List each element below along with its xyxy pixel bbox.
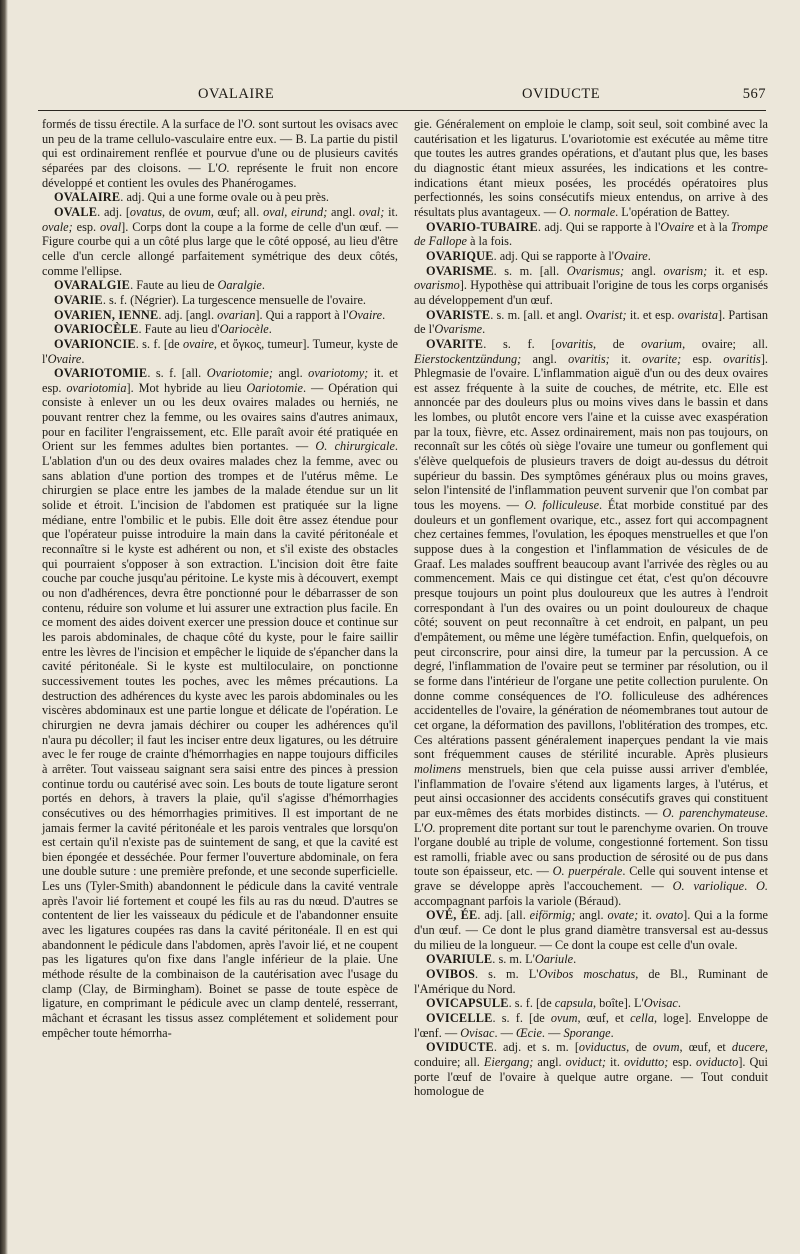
italic-term: oviducto: [695, 1055, 739, 1069]
entry-text: . s. m. L': [492, 952, 535, 967]
entry-headword: OVARIULE: [426, 952, 493, 967]
entry-text: angl.: [624, 263, 664, 278]
entry-text: . —: [541, 1025, 564, 1040]
entry-text: . adj. Qui se rapporte à l': [493, 248, 615, 263]
entry-text: esp.: [72, 219, 100, 234]
italic-term: ovato: [655, 908, 684, 923]
entry-text: angl.: [533, 1055, 566, 1069]
italic-term: oval, eirund;: [263, 204, 328, 219]
entry-text: , œuf, et: [679, 1040, 732, 1055]
entry-text: folliculeuse des adhérences accidentelles de l'ovaire, la génération de néomembranes tout autour de cet organe, la déformation des pavillons, l'oblitération des trompes, etc. Ces altérations passent généralement inaperçues pendant la vie mais sont fréquemment causes de stérilité incurable. Après plusieurs: [414, 688, 768, 762]
entry-text: angl.: [521, 351, 569, 366]
entry-text: menstruels, bien que cela puisse aussi arriver d'emblée, l'inflammation de l'ovaire s'étend aux ligaments larges, à l'utérus, et peut ainsi occasionner des accidents consécutifs graves qui constituent par eux-mêmes des états morbides distincts. —: [414, 761, 768, 820]
entry-text: . adj. Qui se rapporte à l': [537, 219, 661, 234]
entry-text: . s. m. [all.: [493, 263, 567, 278]
italic-term: Ovaire: [348, 307, 383, 322]
entry-text: , boîte]. L': [593, 996, 644, 1011]
entry-text: angl.: [575, 908, 608, 923]
entry-headword: OVARALGIE: [54, 278, 131, 293]
entry-text: . Celle qui souvent intense et grave se développe après l'accouchement. —: [414, 864, 768, 894]
italic-term: Ovarisme: [434, 322, 483, 337]
dictionary-entry-ovarique: [414, 249, 768, 264]
italic-term: oviduct;: [565, 1055, 606, 1069]
italic-term: ovarium: [641, 336, 683, 351]
dictionary-entry-ovarule: [414, 952, 768, 967]
entry-text: , de Bl., Ruminant de l'Amérique du Nord.: [414, 967, 768, 996]
entry-headword: OVARIQUE: [426, 248, 494, 263]
entry-text: représente le fruit non encore développé et contient les ovules des Phanérogames.: [42, 160, 398, 190]
entry-text: . État morbide constitué par des douleurs et un gonflement ovarique, etc., assez fort qui accompagnent chez certaines femmes, l'ovulation, les époques menstruelles et que l'on suppose dues à la congestion et l'inflammation de vésicules de de Graaf. Les malades souffrent beaucoup avant l'arrivée des règles ou au commencement. Mais ce qui distingue cet état, c'est qu'on découvre presque toujours un point plus douloureux que les autres à l'endroit correspondant à l'un des ovaires ou un point douloureux de chaque côté; souvent on peut reconnaître à cet endroit, en palpant, un peu d'empâtement, ou même une légère tuméfaction. Enfin, quelquefois, on peut circonscrire, pour ainsi dire, la tumeur par la percussion. A ce degré, l'inflammation de l'ovaire peut se terminer par résolution, ou il se forme dans l'intérieur de l'organe une petite collection purulente. On donne comme conséquences de l': [414, 498, 768, 703]
entry-text: esp.: [681, 351, 724, 366]
italic-term: Eierstockentzündung;: [414, 351, 522, 366]
entry-text: . Faute au lieu d': [138, 322, 220, 337]
italic-term: molimens: [414, 761, 462, 776]
entry-text: , œuf, et: [577, 1011, 631, 1026]
italic-term: ovarismo: [414, 278, 460, 293]
entry-text: , de: [593, 336, 642, 351]
dictionary-entry-cont2: [414, 117, 768, 220]
italic-term: O. variolique: [672, 879, 745, 894]
italic-term: ovaire: [182, 336, 214, 351]
entry-text: . L'opération de Battey.: [615, 204, 730, 219]
italic-term: ovale;: [42, 219, 73, 234]
entry-headword: OVARIOCÈLE: [54, 322, 139, 337]
left-column: [42, 117, 398, 1040]
entry-text: .: [268, 322, 272, 337]
header-rule: [38, 110, 766, 111]
italic-term: ovum: [184, 204, 211, 219]
entry-text: .: [382, 307, 386, 322]
italic-term: Oariotomie: [246, 380, 304, 395]
entry-text: . s. f. (Négrier). La turgescence mensuelle de l'ovaire.: [102, 292, 366, 307]
running-header: [198, 86, 766, 106]
italic-term: Ovaire: [614, 248, 648, 263]
italic-term: ovum: [652, 1040, 680, 1055]
entry-text: . — Opération qui consiste à enlever un ou les deux ovaires malades ou herniés, ne pouvant rentrer chez la femme, ou les ovaires sains d'autres animaux, pour en faciliter l'engraissement, etc. Elle paraît avoir été pratiquée en Orient sur les femmes adultes bien portantes. —: [42, 380, 398, 454]
dictionary-entry-ovarisme: [414, 264, 768, 308]
dictionary-entry-ovariotomie: [42, 366, 398, 1040]
italic-term: oviductus: [578, 1040, 627, 1055]
entry-text: ]. Qui a la forme d'un œuf. — Ce dont le plus grand diamètre transversal est au-dessus du milieu de la longueur. — Ce dont la coupe est celle d'un ovale.: [414, 908, 768, 952]
entry-text: ]. Partisan de l': [414, 307, 768, 337]
dictionary-entry-ovale: [42, 205, 398, 278]
entry-text: .: [81, 351, 85, 366]
italic-term: Ovaire: [660, 219, 694, 234]
italic-term: capsula: [554, 996, 594, 1011]
dictionary-entry-ovalgie: [42, 278, 398, 293]
entry-headword: OVALAIRE: [54, 190, 121, 205]
entry-text: , de: [626, 1040, 653, 1055]
italic-term: oval: [99, 219, 122, 234]
italic-term: ducere: [731, 1040, 765, 1055]
entry-text: ]. Phlegmasie de l'ovaire. L'inflammation aiguë d'un ou des deux ovaires est assez fréquente à la suite de couches, de métrite, etc. Elle est annoncée par des douleurs plus ou moins vives dans le bassin et dans les lombes, ou plutôt encore vers l'aine et la cuisse avec exaspération par la toux, fièvre, etc. Assez ordinairement, mais non pas toujours, on reconnaît sur les côtés où siège l'ovaire une tumeur ou gonflement qui s'élève quelquefois de plusieurs travers de doigt au-dessus du détroit supérieur du bassin. Des symptômes généraux plus ou moins graves, selon l'intensité de l'inflammation peuvent survenir que l'on combat par tous les moyens. —: [414, 351, 768, 513]
dictionary-entry-ovariocele: [42, 322, 398, 337]
entry-text: .: [647, 248, 651, 263]
italic-term: O. puerpérale: [552, 864, 623, 879]
dictionary-entry-ovariste: [414, 308, 768, 337]
italic-term: O.: [756, 879, 768, 894]
entry-headword: OVÉ, ÉE: [426, 908, 478, 923]
entry-text: it. et esp.: [626, 307, 678, 322]
italic-term: ovaritis;: [568, 351, 610, 366]
italic-term: O. folliculeuse: [524, 498, 600, 513]
italic-term: ovaritis: [555, 336, 594, 351]
dictionary-entry-oviducte: [414, 1040, 768, 1099]
entry-text: . adj. [all.: [477, 908, 530, 923]
entry-text: it. et esp.: [707, 263, 768, 278]
entry-text: angl.: [273, 366, 309, 381]
entry-text: à la fois.: [466, 234, 513, 249]
entry-text: .: [610, 1025, 614, 1040]
entry-text: esp.: [668, 1055, 696, 1069]
entry-headword: OVIDUCTE: [426, 1040, 494, 1055]
entry-text: ]. Qui porte l'œuf de l'ovaire à quelque autre organe. — Tout conduit homologue de: [414, 1055, 768, 1099]
left-running-headword: OVALAIRE: [198, 86, 275, 102]
italic-term: ovariotomia: [66, 380, 127, 395]
italic-term: Œcie: [515, 1025, 542, 1040]
italic-term: Oariule: [534, 952, 574, 967]
entry-headword: OVIBOS: [426, 967, 476, 982]
italic-term: ovidutto;: [623, 1055, 669, 1069]
entry-text: it.: [384, 204, 398, 219]
italic-term: ovaritis: [723, 351, 761, 366]
entry-text: ]. Corps dont la coupe a la forme de celle d'un œuf. — Figure courbe qui a un côté plus large que le côté opposé, au lieu d'être celle d'un cercle allongé parfaitement symétrique des deux côtés, comme l'ellipse.: [42, 219, 398, 278]
entry-text: . s. f. [: [483, 336, 556, 351]
italic-term: O.: [423, 820, 436, 835]
entry-text: . Faute au lieu de: [130, 278, 218, 293]
italic-term: O.: [217, 160, 230, 175]
entry-text: . L': [414, 805, 768, 835]
italic-term: O. chirurgicale: [315, 439, 395, 454]
entry-headword: OVARIOTOMIE: [54, 366, 148, 381]
italic-term: ovatus: [129, 204, 163, 219]
entry-text: .: [744, 879, 757, 894]
entry-text: ]. Mot hybride au lieu: [126, 380, 247, 395]
entry-headword: OVICAPSULE: [426, 996, 509, 1011]
binding-edge: [0, 0, 8, 1254]
italic-term: Ovarismus;: [566, 263, 625, 278]
entry-text: , œuf; all.: [210, 204, 264, 219]
italic-term: Ovaire: [47, 351, 82, 366]
right-running-headword: OVIDUCTE: [522, 86, 601, 102]
entry-text: . adj. et s. m. [: [493, 1040, 579, 1055]
dictionary-entry-ove: [414, 908, 768, 952]
entry-text: . s. m. [all. et angl.: [490, 307, 586, 322]
italic-term: Oariocèle: [219, 322, 269, 337]
entry-text: it.: [605, 1055, 624, 1069]
entry-text: . —: [494, 1025, 516, 1040]
italic-term: O. parenchymateuse: [662, 805, 765, 820]
italic-term: cella: [630, 1011, 654, 1026]
entry-text: it.: [609, 351, 643, 366]
dictionary-entry-ovibos: [414, 967, 768, 996]
italic-term: Sporange: [563, 1025, 611, 1040]
entry-headword: OVICELLE: [426, 1011, 493, 1026]
entry-text: it.: [638, 908, 656, 923]
entry-text: . adj. Qui a une forme ovale ou à peu près.: [120, 190, 329, 205]
entry-headword: OVALE: [54, 204, 98, 219]
italic-term: ovarism;: [663, 263, 708, 278]
italic-term: ovarite;: [642, 351, 682, 366]
italic-term: ovariotomy;: [308, 366, 369, 381]
dictionary-entry-ovarioncie: [42, 337, 398, 366]
entry-text: , conduire; all.: [414, 1040, 768, 1069]
right-column: [414, 117, 768, 1099]
entry-headword: OVARIONCIE: [54, 336, 136, 351]
italic-term: O.: [600, 688, 613, 703]
italic-term: Ovariotomie;: [206, 366, 273, 381]
italic-term: oval;: [359, 204, 385, 219]
italic-term: eiförmig;: [529, 908, 576, 923]
italic-term: ovum: [550, 1011, 578, 1026]
italic-term: Trompe de Fallope: [414, 219, 768, 249]
italic-term: O.: [243, 117, 256, 131]
dictionary-entry-ovariotubaire: [414, 220, 768, 249]
entry-text: formés de tissu érectile. A la surface de l': [42, 117, 244, 131]
italic-term: Ovibos moschatus: [538, 967, 636, 982]
entry-text: . s. f. [all.: [147, 366, 207, 381]
italic-term: Ovarist;: [585, 307, 627, 322]
entry-text: .: [573, 952, 577, 967]
italic-term: O. normale: [559, 204, 616, 219]
dictionary-entry-ovicapsule: [414, 996, 768, 1011]
italic-term: Ovisac: [643, 996, 678, 1011]
entry-text: . s. f. [de: [135, 336, 183, 351]
entry-headword: OVARISME: [426, 263, 494, 278]
entry-text: . s. f. [de: [492, 1011, 551, 1026]
dictionary-entry-ovarie: [42, 293, 398, 308]
italic-term: ovarian: [217, 307, 256, 322]
entry-text: , ovaire; all.: [682, 336, 768, 351]
entry-text: it. et esp.: [42, 366, 398, 395]
entry-text: , de: [162, 204, 185, 219]
entry-text: .: [261, 278, 265, 293]
page-number: 567: [742, 86, 766, 102]
dictionary-entry-ovarien: [42, 308, 398, 323]
entry-text: ]. Qui a rapport à l': [255, 307, 349, 322]
entry-text: angl.: [327, 204, 360, 219]
entry-text: . L'ablation d'un ou des deux ovaires malades chez la femme, avec ou sans ablation d'une portion des trompes et de l'utérus même. Le chirurgien se place entre les jambes de la malade étendue sur un lit solide et étroit. L'incision de l'abdomen est pratiquée sur la ligne médiane, entre l'ombilic et le pubis. Elle doit être assez étendue pour que l'opérateur puisse introduire la main dans la cavité péritonéale et reconnaître si le kyste est adhérent ou non, et s'il existe des obstacles qui pourraient s'opposer à son extraction. L'incision doit être faite couche par couche jusqu'au péritoine. Le kyste mis à découvert, exempt ou non d'adhérences, devra être ponctionné pour le débarrasser de son contenu, réduire son volume et lui assurer une extraction plus facile. En ce moment des aides doivent exercer une pression douce et continue sur les parois abdominales, de chaque côté du kyste, pour le faire saillir entre les lèvres de l'incision et empêcher le liquide de s'épancher dans la cavité péritonéale. Si le kyste est multiloculaire, on ponctionne successivement toutes les poches, avec les mêmes précautions. La destruction des adhérences du kyste avec les parois abdominales ou les viscères abdominaux est une partie longue et délicate de l'opération. Le chirurgien ne devra jamais déchirer ou couper les adhérences qu'il n'aura pu décoller; il faut les inciser entre deux ligatures, ou les détruire avec le fer rouge de crainte d'hémorrhagies en nappe toujours difficiles à arrêter. Tout vaisseau saignant sera saisi entre des pinces à pression continue tordu ou cautérisé avec soin. Les bouts de toute ligature seront portés en dehors, à travers la plaie, qu'il s'agisse d'hémorrhagies consécutives ou des hémorrhagies primitives. Il est important de ne jamais fermer la cavité péritonéale et les parois ventrales que lorsqu'on est certain qu'il n'existe pas de suintement de sang, et que la cavité est bien épongée et desséchée. Pour fermer l'ouverture abdominale, on fera une double suture : une première prefonde, et une seconde superficielle. Les uns (Tyler-Smith) abandonnent le pédicule dans la cavité ventrale après l'avoir lié fortement et coupé les fils au ras du nœud. D'autres se contentent de lier les vaisseaux du pédicule et de l'abandonner ensuite avec les ligatures coupées ras dans la cavité péritonéale. Il en est qui abandonnent le pédicule dans l'abdomen, après l'avoir lié, et ne coupent pas les ligatures qu'on fixe dans l'angle inférieur de la plaie. Une méthode résulte de la combinaison de la cautérisation avec l'usage du clamp (Clay, de Birmingham). Boinet se passe de toute espèce de ligature, en comprimant le pédicule avec un clamp dentelé, resserrant, mâchant et écrasant les tissus assez complétement et solidement pour empêcher toute hémorrha-: [42, 439, 398, 1040]
entry-headword: OVARIE: [54, 292, 103, 307]
entry-text: .: [482, 322, 486, 337]
entry-text: . adj. [angl.: [158, 307, 218, 322]
italic-term: ovarista: [677, 307, 718, 322]
italic-term: Oaralgie: [217, 278, 262, 293]
entry-text: ]. Hypothèse qui attribuait l'origine de tous les corps organisés au développement d'un œuf.: [414, 278, 768, 307]
entry-text: , loge]. Enveloppe de l'œnf. —: [414, 1011, 768, 1040]
entry-text: . adj. [: [97, 204, 130, 219]
entry-headword: OVARISTE: [426, 307, 491, 322]
entry-text: . s. m. L': [475, 967, 539, 982]
italic-term: Eiergang;: [483, 1055, 534, 1069]
entry-headword: OVARITE: [426, 336, 484, 351]
italic-term: ovate;: [607, 908, 639, 923]
italic-term: Ovisac: [460, 1025, 495, 1040]
entry-text: sont surtout les ovisacs avec un peu de la trame cellulo-vasculaire entre eux. — B. La partie du pistil qui est ordinairement renflée et pourvue d'une ou de plusieurs cavités séparées par des cloisons. — L': [42, 117, 398, 175]
entry-headword: OVARIEN, IENNE: [54, 307, 159, 322]
dictionary-entry-ovarite: [414, 337, 768, 909]
entry-text: , et ὄγκος, tumeur]. Tumeur, kyste de l': [42, 336, 398, 366]
entry-text: et à la: [694, 219, 731, 234]
entry-text: proprement dite portant sur tout le parenchyme ovarien. On trouve l'organe doublé au triple de volume, congestionné fortement. Son tissu est ramolli, friable avec ou sans production de sérosité ou de pus dans toute son épaisseur, etc. —: [414, 820, 768, 879]
entry-text: . s. f. [de: [508, 996, 555, 1011]
entry-headword: OVARIO-TUBAIRE: [426, 219, 538, 234]
dictionary-entry-ovicelle: [414, 1011, 768, 1040]
dictionary-entry-ovalaire: [42, 190, 398, 205]
entry-text: accompagnant parfois la variole (Béraud).: [414, 893, 622, 908]
entry-text: gie. Généralement on emploie le clamp, soit seul, soit combiné avec la cautérisation et les ligaturus. L'ovariotomie est exécutée au même titre que toutes les autres grandes opérations, et d'autant plus que, les bases du diagnostic étant mieux assurées, les indications et les contre-indications étant mieux posées, les procédés opératoires plus perfectionnés, les soins consécutifs mieux entendus, on arrive à des résultats plus avantageux. —: [414, 117, 768, 219]
entry-text: .: [677, 996, 681, 1011]
dictionary-entry-cont: [42, 117, 398, 190]
